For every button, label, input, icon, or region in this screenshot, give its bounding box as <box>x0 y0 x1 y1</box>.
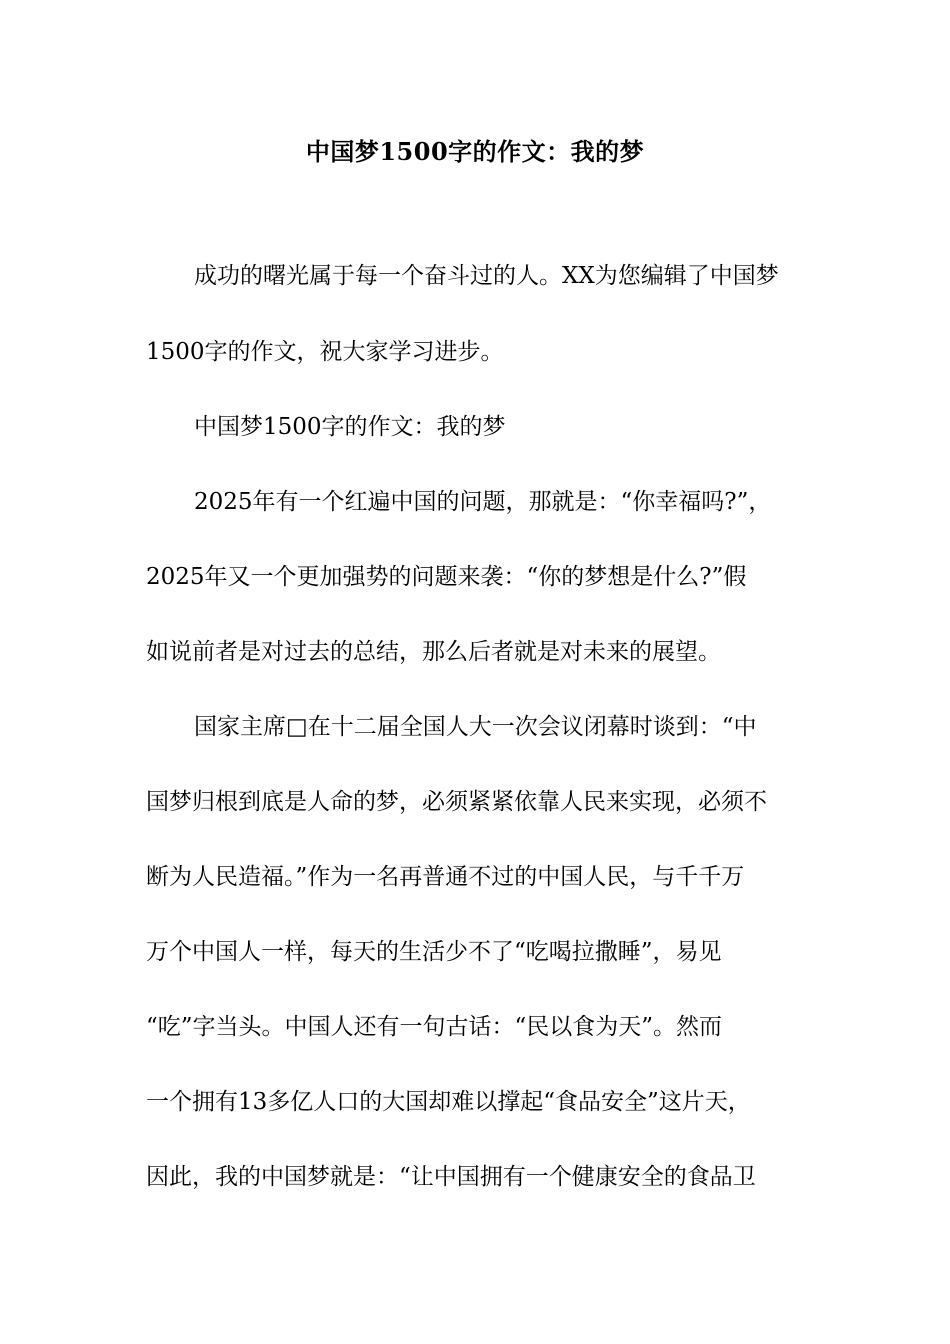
paragraph-line: 中国梦1500字的作文：我的梦 <box>194 414 506 440</box>
paragraph-line: 国梦归根到底是人命的梦，必须紧紧依靠人民来实现，必须不 <box>146 789 767 815</box>
document-title: 中国梦1500字的作文：我的梦 <box>305 137 645 166</box>
paragraph-line: 成功的曙光属于每一个奋斗过的人。XX为您编辑了中国梦 <box>194 263 779 289</box>
paragraph-line: 因此，我的中国梦就是：“让中国拥有一个健康安全的食品卫 <box>146 1164 756 1190</box>
paragraph-line: 如说前者是对过去的总结，那么后者就是对未来的展望。 <box>146 639 721 665</box>
paragraph-line: 2025年有一个红遍中国的问题，那就是：“你幸福吗?”， <box>194 489 772 515</box>
paragraph-line: “吃”字当头。中国人还有一句古话：“民以食为天”。然而 <box>146 1014 723 1040</box>
paragraph-line: 万个中国人一样，每天的生活少不了“吃喝拉撒睡”，易见 <box>146 939 722 965</box>
paragraph-line: 断为人民造福。”作为一名再普通不过的中国人民，与千千万 <box>146 864 745 890</box>
paragraph-line: 一个拥有13多亿人口的大国却难以撑起“食品安全”这片天， <box>146 1089 751 1115</box>
paragraph-line: 国家主席□在十二届全国人大一次会议闭幕时谈到：“中 <box>194 714 757 740</box>
paragraph-line: 2025年又一个更加强势的问题来袭：“你的梦想是什么?”假 <box>146 564 747 590</box>
paragraph-line: 1500字的作文，祝大家学习进步。 <box>146 339 504 365</box>
